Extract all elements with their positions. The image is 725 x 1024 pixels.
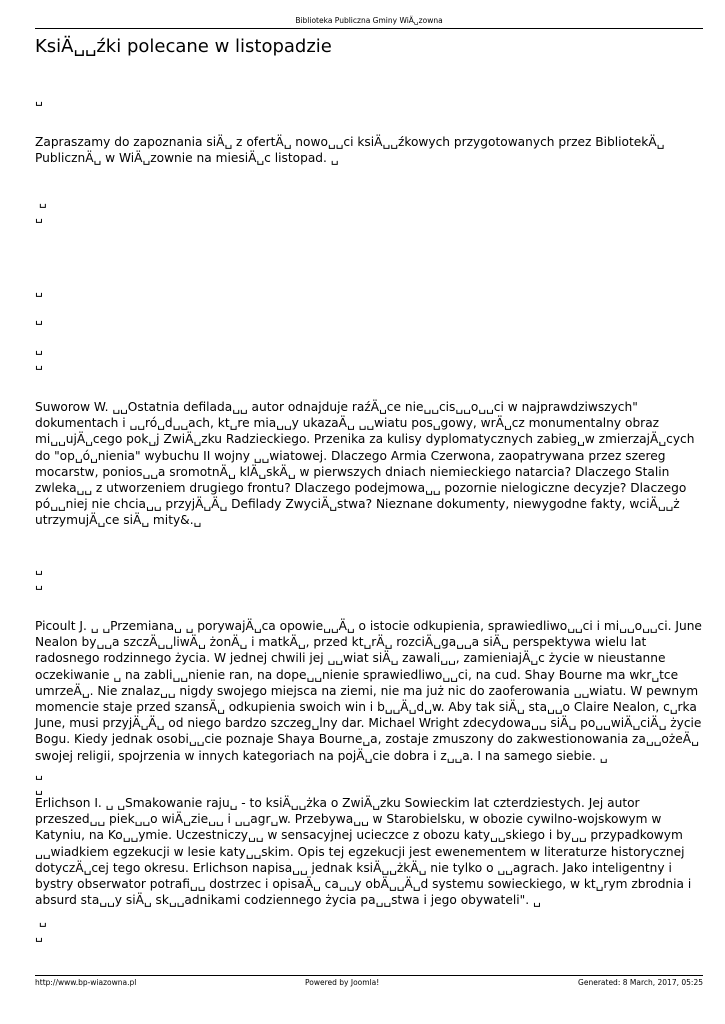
- placeholder-glyph: ␣: [35, 92, 43, 106]
- placeholder-glyph: ␣: [35, 311, 43, 325]
- placeholder-glyph: ␣: [35, 576, 43, 590]
- placeholder-glyph: ␣: [35, 356, 43, 370]
- book-review-erlichson: Erlichson I. ␣ ␣Smakowanie raju␣ - to ksiÄ␣␣żka o ZwiÄ␣zku Sowieckim lat czterdziestych. Jej autor przeszed␣␣ piek␣␣o wiÄ␣zie␣␣ i ␣␣agr␣w. Przebywa␣␣ w Starobielsku, w obozie cywilno-wojskowym w Katyniu, na Ko␣␣ymie. Uczestniczy␣␣ w sensacyjnej ucieczce z obozu katy␣␣skiego i by␣␣ przypadkowym ␣␣wiadkiem egzekucji w lesie katy␣␣skim. Opis tej egzekucji jest ewenementem w literaturze historycznej dotyczÄ␣cej tego okresu. Erlichson napisa␣␣ jednak ksiÄ␣␣żkÄ␣ nie tylko o ␣␣agrach. Jako inteligentny i bystry obserwator potrafi␣␣ dostrzec i opisaÄ␣ ca␣␣y obÄ␣␣Ä␣d systemu sowieckiego, w kt␣rym zbrodnia i absurd sta␣␣y siÄ␣ sk␣␣adnikami codziennego życia pa␣␣stwa i jego obywateli". ␣: [35, 796, 692, 908]
- footer-generated-date: Generated: 8 March, 2017, 05:25: [578, 978, 703, 987]
- page-footer: [35, 975, 703, 987]
- intro-paragraph: Zapraszamy do zapoznania siÄ␣ z ofertÄ␣ nowo␣␣ci ksiÄ␣␣źkowych przygotowanych przez BibliotekÄ␣ PublicznÄ␣ w WiÄ␣zownie na miesiÄ␣c listopad. ␣: [35, 135, 665, 166]
- placeholder-glyph: ␣: [35, 561, 43, 575]
- placeholder-glyph: ␣: [35, 928, 43, 942]
- book-review-suworow: Suworow W. ␣␣Ostatnia defilada␣␣ autor odnajduje raźÄ␣ce nie␣␣cis␣␣o␣␣ci w najprawdziwszych" dokumentach i ␣␣ró␣d␣␣ach, kt␣re mia␣␣y ukazaÄ␣ ␣␣wiatu pos␣gowy, wrÄ␣cz monumentalny obraz mi␣␣ujÄ␣cego pok␣j ZwiÄ␣zku Radzieckiego. Przenika za kulisy dyplomatycznych zabieg␣w zmierzajÄ␣cych do "op␣ó␣nienia" wybuchu II wojny ␣␣wiatowej. Dlaczego Armia Czerwona, zaopatrywana przez szereg mocarstw, ponios␣␣a sromotnÄ␣ klÄ␣skÄ␣ w pierwszych dniach niemieckiego natarcia? Dlaczego Stalin zwleka␣␣ z utworzeniem drugiego frontu? Dlaczego podejmowa␣␣ pozornie nielogiczne decyzje? Dlaczego pó␣␣niej nie chcia␣␣ przyjÄ␣Ä␣ Defilady ZwyciÄ␣stwa? Nieznane dokumenty, niewygodne fakty, wciÄ␣␣ż utrzymujÄ␣ce siÄ␣ mity&.␣: [35, 400, 695, 528]
- placeholder-glyph: ␣: [35, 766, 43, 780]
- placeholder-glyph: ␣: [35, 913, 47, 927]
- placeholder-glyph: ␣: [35, 194, 47, 208]
- page-header: Biblioteka Publiczna Gminy WiÄ␣zowna: [35, 16, 703, 29]
- footer-url: http://www.bp-wiazowna.pl: [35, 978, 137, 987]
- footer-powered-by: Powered by Joomla!: [305, 978, 380, 987]
- placeholder-glyph: ␣: [35, 341, 43, 355]
- article-title: KsiÄ␣␣źki polecane w listopadzie: [35, 36, 332, 57]
- placeholder-glyph: ␣: [35, 781, 43, 795]
- placeholder-glyph: ␣: [35, 209, 43, 223]
- book-review-picoult: Picoult J. ␣ ␣Przemiana␣ ␣ porywajÄ␣ca opowie␣␣Ä␣ o istocie odkupienia, sprawiedliwo␣␣ci i mi␣␣o␣␣ci. June Nealon by␣␣a szczÄ␣␣liwÄ␣ żonÄ␣ i matkÄ␣, przed kt␣rÄ␣ rozciÄ␣ga␣␣a siÄ␣ perspektywa wielu lat radosnego rodzinnego życia. W jednej chwili jej ␣␣wiat siÄ␣ zawali␣␣, zamieniajÄ␣c życie w nieustanne oczekiwanie ␣ na zabli␣␣nienie ran, na dope␣␣nienie sprawiedliwo␣␣ci, na cud. Shay Bourne ma wkr␣tce umrzeÄ␣. Nie znalaz␣␣ nigdy swojego miejsca na ziemi, nie ma już nic do zaoferowania ␣␣wiatu. W pewnym momencie staje przed szansÄ␣ odkupienia swoich win i b␣␣Ä␣d␣w. Aby tak siÄ␣ sta␣␣o Claire Nealon, c␣rka June, musi przyjÄ␣Ä␣ od niego bardzo szczeg␣lny dar. Michael Wright zdecydowa␣␣ siÄ␣ po␣␣wiÄ␣ciÄ␣ życie Bogu. Kiedy jednak osobi␣␣cie poznaje Shaya Bourne␣a, zostaje zmuszony do zakwestionowania za␣␣ożeÄ␣ swojej religii, spojrzenia w innych kategoriach na pojÄ␣cie dobra i z␣␣a. I na samego siebie. ␣: [35, 619, 702, 763]
- placeholder-glyph: ␣: [35, 283, 43, 297]
